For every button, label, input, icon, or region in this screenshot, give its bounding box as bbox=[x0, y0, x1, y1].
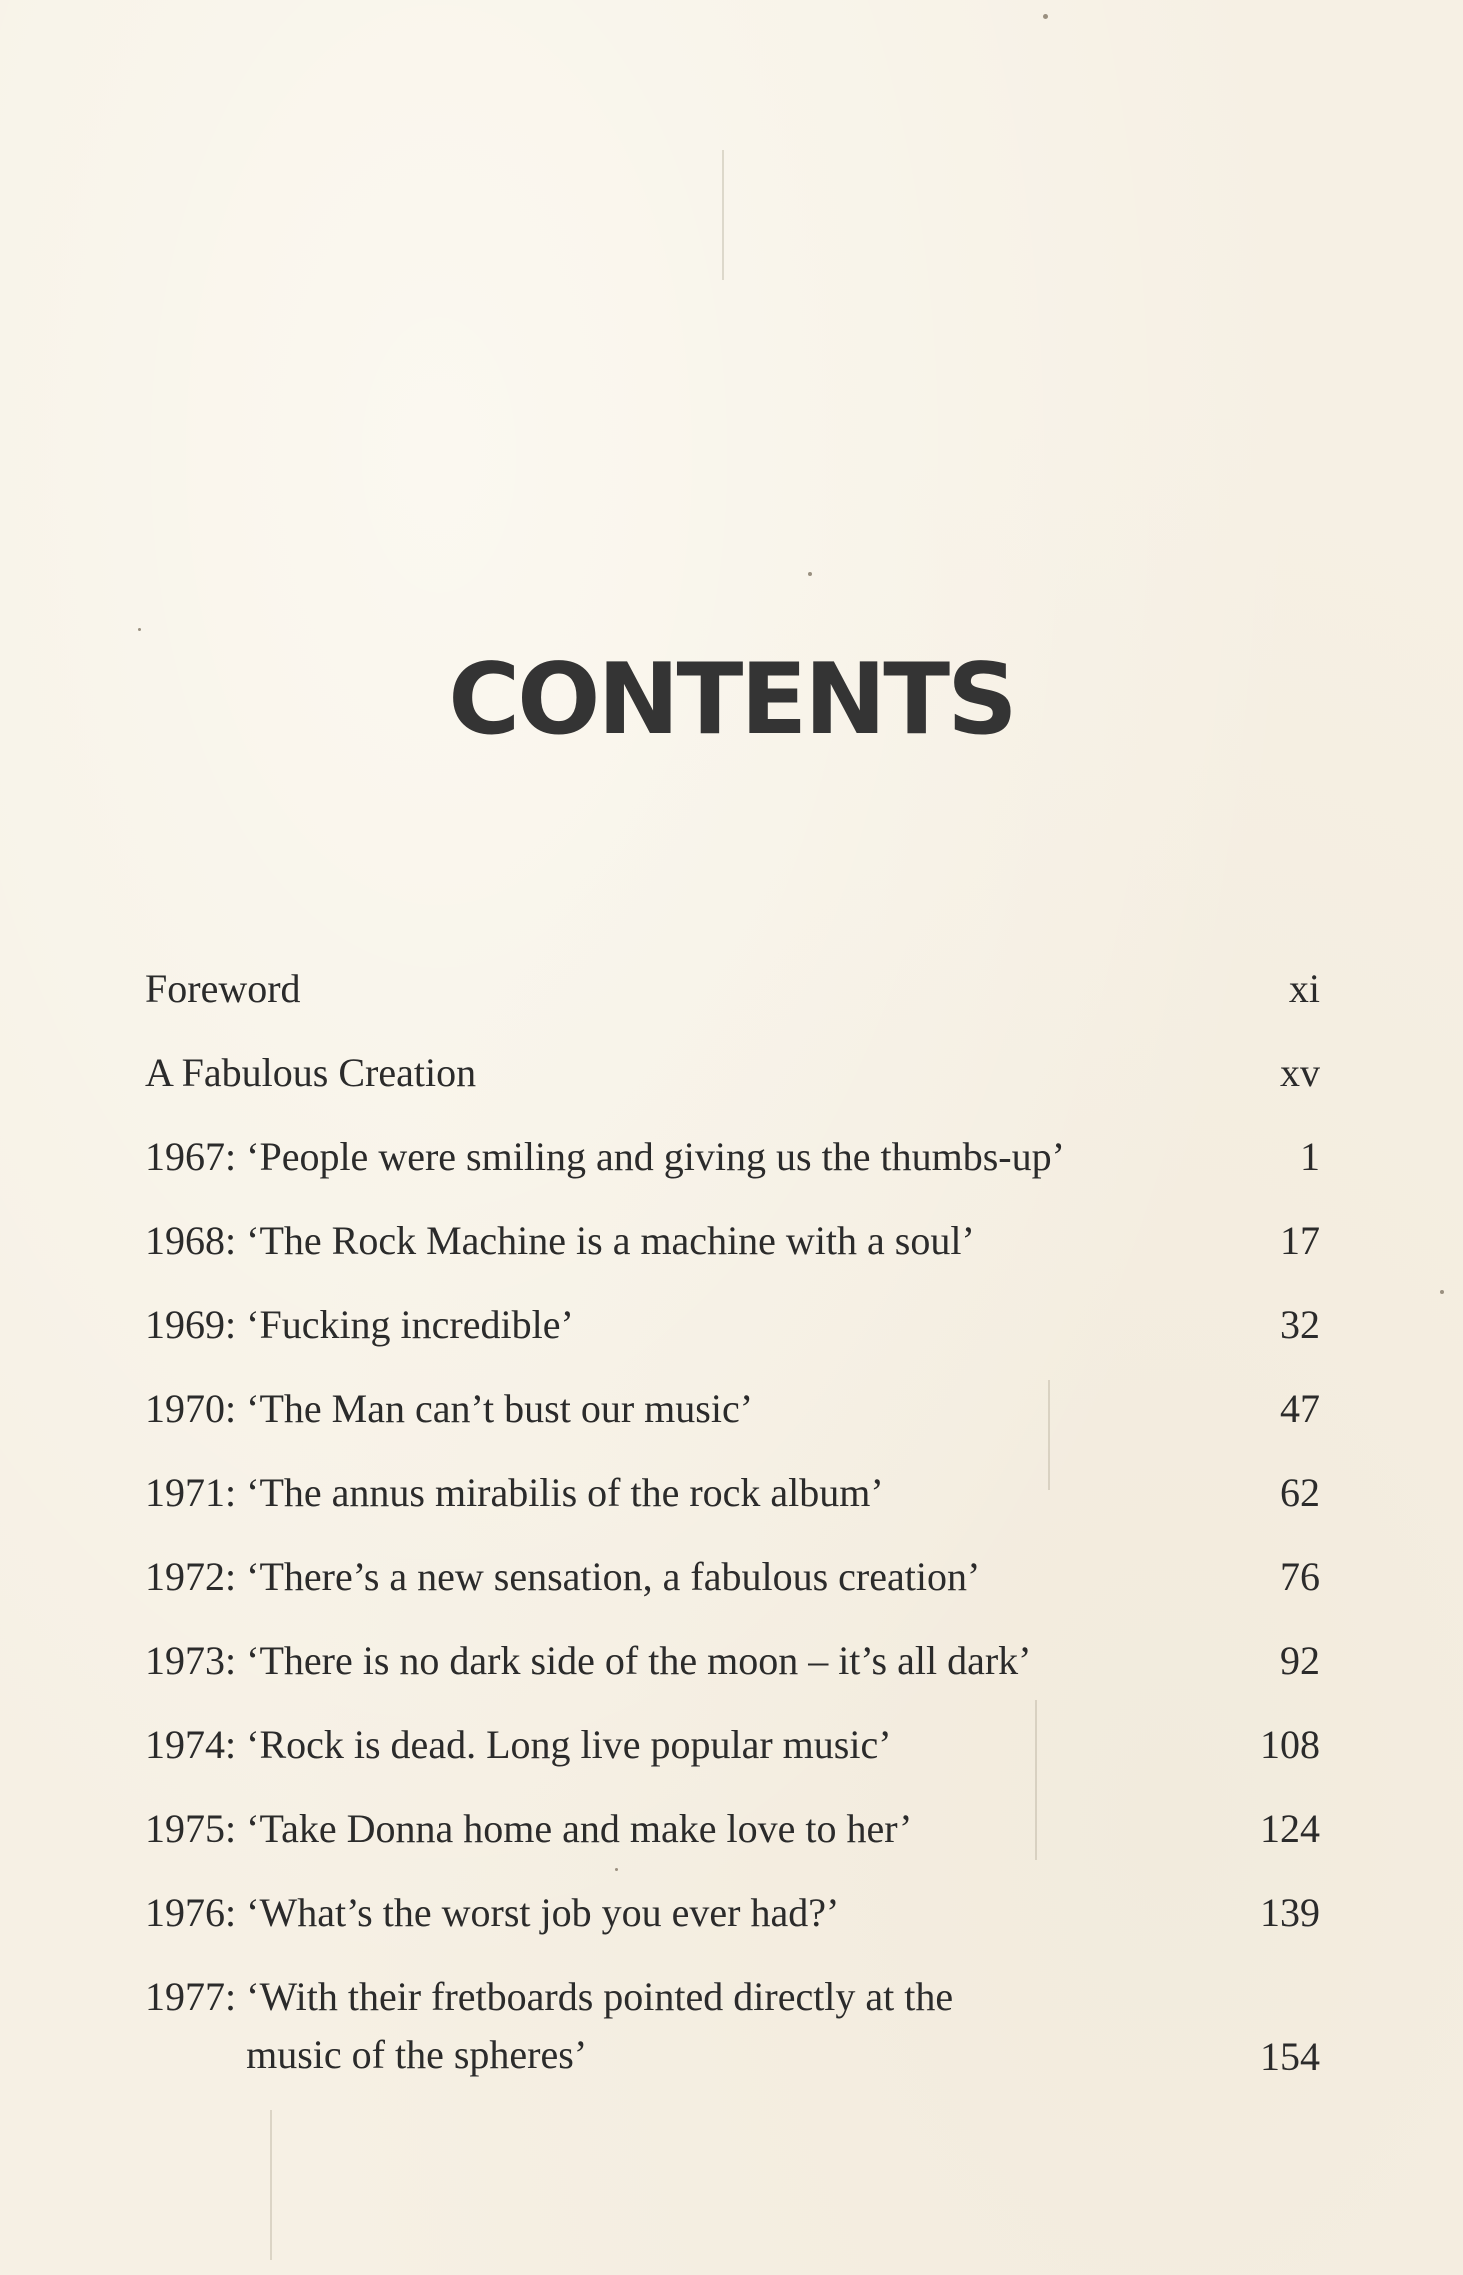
entry-year: 1967: bbox=[145, 1134, 247, 1179]
entry-year: 1976: bbox=[145, 1890, 247, 1935]
entry-year: 1972: bbox=[145, 1554, 247, 1599]
entry-page-number: 32 bbox=[1280, 1302, 1320, 1347]
entry-title: ‘There is no dark side of the moon – it’s all dark’ bbox=[246, 1638, 1032, 1683]
table-of-contents bbox=[145, 960, 1320, 2090]
entry-title: ‘Fucking incredible’ bbox=[246, 1302, 574, 1347]
entry-title: ‘The annus mirabilis of the rock album’ bbox=[246, 1470, 884, 1515]
entry-year: 1971: bbox=[145, 1470, 247, 1515]
toc-entry-1973[interactable] bbox=[145, 1632, 1320, 1716]
toc-entry-1977[interactable] bbox=[145, 1968, 1320, 2090]
entry-year: 1977: bbox=[145, 1974, 247, 2019]
entry-page-number: 17 bbox=[1280, 1218, 1320, 1263]
toc-entry-1971[interactable] bbox=[145, 1464, 1320, 1548]
entry-title: ‘The Man can’t bust our music’ bbox=[246, 1386, 754, 1431]
entry-title: ‘There’s a new sensation, a fabulous creation’ bbox=[246, 1554, 981, 1599]
toc-entry-1969[interactable] bbox=[145, 1296, 1320, 1380]
toc-entry-introduction[interactable] bbox=[145, 1044, 1320, 1128]
entry-page-number: 154 bbox=[1260, 2034, 1320, 2079]
entry-title: ‘Take Donna home and make love to her’ bbox=[246, 1806, 913, 1851]
entry-page-number: 62 bbox=[1280, 1470, 1320, 1515]
entry-page-number: 124 bbox=[1260, 1806, 1320, 1851]
entry-title: ‘Rock is dead. Long live popular music’ bbox=[246, 1722, 892, 1767]
entry-title: Foreword bbox=[145, 966, 301, 1011]
entry-page-number: 108 bbox=[1260, 1722, 1320, 1767]
entry-page-number: xi bbox=[1288, 966, 1320, 1011]
entry-title: ‘What’s the worst job you ever had?’ bbox=[246, 1890, 840, 1935]
paper-scuff bbox=[270, 2110, 272, 2260]
entry-year: 1968: bbox=[145, 1218, 247, 1263]
entry-year: 1975: bbox=[145, 1806, 247, 1851]
entry-page-number: 139 bbox=[1260, 1890, 1320, 1935]
entry-page-number: 47 bbox=[1280, 1386, 1320, 1431]
toc-entry-1970[interactable] bbox=[145, 1380, 1320, 1464]
toc-entry-1974[interactable] bbox=[145, 1716, 1320, 1800]
entry-page-number: 1 bbox=[1300, 1134, 1320, 1179]
entry-title: A Fabulous Creation bbox=[145, 1050, 477, 1095]
toc-entry-1976[interactable] bbox=[145, 1884, 1320, 1968]
paper-speck bbox=[1043, 14, 1048, 19]
entry-year: 1970: bbox=[145, 1386, 247, 1431]
entry-title: ‘People were smiling and giving us the thumbs-up’ bbox=[246, 1134, 1065, 1179]
entry-year: 1969: bbox=[145, 1302, 247, 1347]
paper-speck bbox=[138, 628, 141, 631]
entry-title: ‘The Rock Machine is a machine with a soul’ bbox=[246, 1218, 975, 1263]
toc-entry-1972[interactable] bbox=[145, 1548, 1320, 1632]
paper-scuff bbox=[722, 150, 724, 280]
entry-page-number: 76 bbox=[1280, 1554, 1320, 1599]
toc-entry-1967[interactable] bbox=[145, 1128, 1320, 1212]
contents-heading: CONTENTS bbox=[448, 643, 1015, 757]
toc-entry-foreword[interactable] bbox=[145, 960, 1320, 1044]
toc-entry-1968[interactable] bbox=[145, 1212, 1320, 1296]
entry-page-number: xv bbox=[1280, 1050, 1320, 1095]
paper-speck bbox=[1440, 1290, 1444, 1294]
toc-entry-1975[interactable] bbox=[145, 1800, 1320, 1884]
entry-page-number: 92 bbox=[1280, 1638, 1320, 1683]
paper-speck bbox=[808, 572, 812, 576]
entry-title: ‘With their fretboards pointed directly at the music of the spheres’ bbox=[246, 1974, 954, 2077]
entry-year: 1973: bbox=[145, 1638, 247, 1683]
entry-year: 1974: bbox=[145, 1722, 247, 1767]
